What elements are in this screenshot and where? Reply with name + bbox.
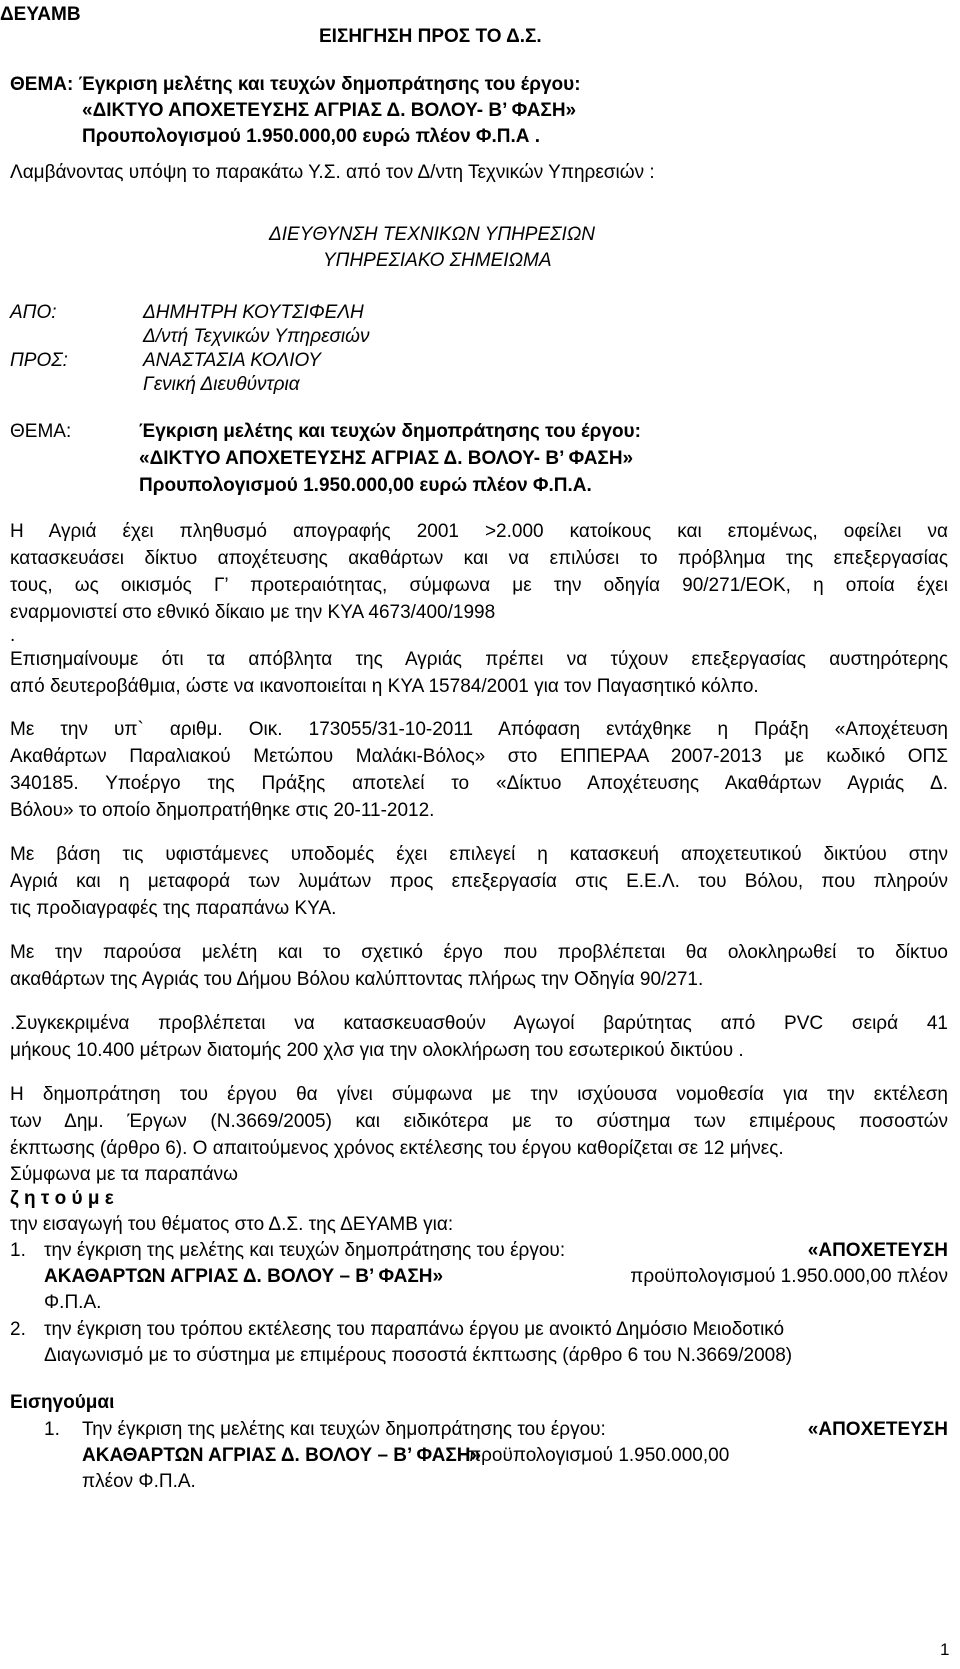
p2-line-2: από δευτεροβάθμια, ώστε να ικανοποιείται η ΚΥΑ 15784/2001 για τον Παγασητικό κόλπο.	[10, 676, 759, 697]
p4-line-1: Με βάση τις υφιστάμενες υποδομές έχει επιλεγεί η κατασκευή αποχετευτικού δικτύου στην	[10, 844, 948, 865]
p4-line-3: τις προδιαγραφές της παραπάνω ΚΥΑ.	[10, 898, 337, 919]
p3-line-2: Ακαθάρτων Παραλιακού Μετώπου Μαλάκι-Βόλος» στο ΕΠΠΕΡΑΑ 2007-2013 με κωδικό ΟΠΣ	[10, 746, 948, 767]
memo-to-title: Γενική Διευθύντρια	[143, 374, 300, 395]
request-intro: την εισαγωγή του θέματος στο Δ.Σ. της ΔΕΥΑΜΒ για:	[10, 1214, 454, 1235]
subject-line-3: Προυπολογισμού 1.950.000,00 ευρώ πλέον Φ.Π.Α .	[82, 126, 541, 147]
memo-subject-line-1: Έγκριση μελέτης και τευχών δημοπράτησης του έργου:	[139, 421, 641, 442]
item-1-line-1-bold: «ΑΠΟΧΕΤΕΥΣΗ	[807, 1240, 948, 1261]
p5-line-1: Με την παρούσα μελέτη και το σχετικό έργο που προβλέπεται θα ολοκληρωθεί το δίκτυο	[10, 942, 948, 963]
item-2-line-1: την έγκριση του τρόπου εκτέλεσης του παραπάνω έργου με ανοικτό Δημόσιο Μειοδοτικό	[44, 1319, 785, 1340]
proposal-1-line-2-text: προϋπολογισμού 1.950.000,00	[468, 1445, 730, 1466]
p3-line-3: 340185. Υποέργο της Πράξης αποτελεί το «Δίκτυο Αποχέτευσης Ακαθάρτων Αγριάς Δ.	[10, 773, 948, 794]
p3-line-4: Βόλου» το οποίο δημοπρατήθηκε στις 20-11-2012.	[10, 800, 435, 821]
item-2-line-2: Διαγωνισμό με το σύστημα με επιμέρους ποσοστά έκπτωσης (άρθρο 6 του Ν.3669/2008)	[44, 1345, 793, 1366]
item-2-number: 2.	[10, 1319, 26, 1340]
p2-line-1: Επισημαίνουμε ότι τα απόβλητα της Αγριάς πρέπει να τύχουν επεξεργασίας αυστηρότερης	[10, 649, 948, 670]
p4-line-2: Αγριά και η μεταφορά των λυμάτων προς επεξεργασία στις Ε.Ε.Λ. του Βόλου, που πληρούν	[10, 871, 948, 892]
p7-line-4: Σύμφωνα με τα παραπάνω	[10, 1164, 238, 1185]
proposal-heading: Εισηγούμαι	[10, 1392, 115, 1413]
memo-type: ΥΠΗΡΕΣΙΑΚΟ ΣΗΜΕΙΩΜΑ	[323, 250, 552, 271]
item-1-number: 1.	[10, 1240, 26, 1261]
memo-subject-label: ΘΕΜΑ:	[10, 421, 72, 442]
memo-department: ΔΙΕΥΘΥΝΣΗ ΤΕΧΝΙΚΩΝ ΥΠΗΡΕΣΙΩΝ	[269, 224, 595, 245]
item-1-line-1-text: την έγκριση της μελέτης και τευχών δημοπράτησης του έργου:	[44, 1240, 566, 1261]
proposal-1-line-2-bold: ΑΚΑΘΑΡΤΩΝ ΑΓΡΙΑΣ Δ. ΒΟΛΟΥ – Β’ ΦΑΣΗ»	[82, 1445, 482, 1466]
p7-line-2: των Δημ. Έργων (Ν.3669/2005) και ειδικότερα με το σύστημα των επιμέρους ποσοστών	[10, 1111, 948, 1132]
proposal-1-line-1-text: Την έγκριση της μελέτης και τευχών δημοπράτησης του έργου:	[82, 1419, 606, 1440]
p7-line-1: Η δημοπράτηση του έργου θα γίνει σύμφωνα με την ισχύουσα νομοθεσία για την εκτέλεση	[10, 1084, 948, 1105]
p6-line-2: μήκους 10.400 μέτρων διατομής 200 χλσ για την ολοκλήρωση του εσωτερικού δικτύου .	[10, 1040, 744, 1061]
p5-line-2: ακαθάρτων της Αγριάς του Δήμου Βόλου καλύπτοντας πλήρως την Οδηγία 90/271.	[10, 969, 704, 990]
p1-line-2: κατασκευάσει δίκτυο αποχέτευσης ακαθάρτων και να επιλύσει το πρόβλημα της επεξεργασίας	[10, 548, 948, 569]
organization-name: ΔΕΥΑΜΒ	[0, 4, 81, 25]
p6-line-1: .Συγκεκριμένα προβλέπεται να κατασκευασθούν Αγωγοί βαρύτητας από PVC σειρά 41	[10, 1013, 948, 1034]
request-heading: ζ η τ ο ύ μ ε	[10, 1188, 114, 1209]
memo-subject-line-3: Προυπολογισμού 1.950.000,00 ευρώ πλέον Φ.Π.Α.	[139, 475, 592, 496]
proposal-1-line-3: πλέον Φ.Π.Α.	[82, 1471, 196, 1492]
document-title: ΕΙΣΗΓΗΣΗ ΠΡΟΣ ΤΟ Δ.Σ.	[319, 26, 542, 47]
p3-line-1: Με την υπ` αριθμ. Οικ. 173055/31-10-2011 Απόφαση εντάχθηκε η Πράξη «Αποχέτευση	[10, 719, 948, 740]
memo-subject-line-2: «ΔΙΚΤΥΟ ΑΠΟΧΕΤΕΥΣΗΣ ΑΓΡΙΑΣ Δ. ΒΟΛΟΥ- Β’ ΦΑΣΗ»	[139, 448, 634, 469]
p7-line-3: έκπτωσης (άρθρο 6). Ο απαιτούμενος χρόνος εκτέλεσης του έργου καθορίζεται σε 12 μήνες.	[10, 1138, 784, 1159]
item-1-line-2-text: προϋπολογισμού 1.950.000,00 πλέον	[630, 1266, 948, 1287]
intro-line: Λαμβάνοντας υπόψη το παρακάτω Υ.Σ. από τον Δ/ντη Τεχνικών Υπηρεσιών :	[10, 162, 655, 183]
memo-from-title: Δ/ντή Τεχνικών Υπηρεσιών	[143, 326, 370, 347]
subject-line-2: «ΔΙΚΤΥΟ ΑΠΟΧΕΤΕΥΣΗΣ ΑΓΡΙΑΣ Δ. ΒΟΛΟΥ- Β’ ΦΑΣΗ»	[82, 100, 577, 121]
memo-to-label: ΠΡΟΣ:	[10, 350, 68, 371]
p1-line-5: .	[10, 625, 16, 646]
memo-from-label: ΑΠΟ:	[10, 302, 57, 323]
p1-line-4: εναρμονιστεί στο εθνικό δίκαιο με την ΚΥΑ 4673/400/1998	[10, 602, 496, 623]
item-1-line-2-bold: ΑΚΑΘΑΡΤΩΝ ΑΓΡΙΑΣ Δ. ΒΟΛΟΥ – Β’ ΦΑΣΗ»	[44, 1266, 444, 1287]
page-number: 1	[940, 1640, 950, 1659]
p1-line-3: τους, ως οικισμός Γ’ προτεραιότητας, σύμφωνα με την οδηγία 90/271/ΕΟΚ, η οποία έχει	[10, 575, 948, 596]
memo-from-name: ΔΗΜΗΤΡΗ ΚΟΥΤΣΙΦΕΛΗ	[143, 302, 364, 323]
p1-line-1: Η Αγριά έχει πληθυσμό απογραφής 2001 >2.000 κατοίκους και επομένως, οφείλει να	[10, 521, 948, 542]
item-1-line-3: Φ.Π.Α.	[44, 1292, 102, 1313]
memo-to-name: ΑΝΑΣΤΑΣΙΑ ΚΟΛΙΟΥ	[143, 350, 321, 371]
proposal-1-line-1-bold: «ΑΠΟΧΕΤΕΥΣΗ	[807, 1419, 948, 1440]
subject-line-1: ΘΕΜΑ: Έγκριση μελέτης και τευχών δημοπράτησης του έργου:	[10, 74, 581, 95]
proposal-1-number: 1.	[44, 1419, 60, 1440]
